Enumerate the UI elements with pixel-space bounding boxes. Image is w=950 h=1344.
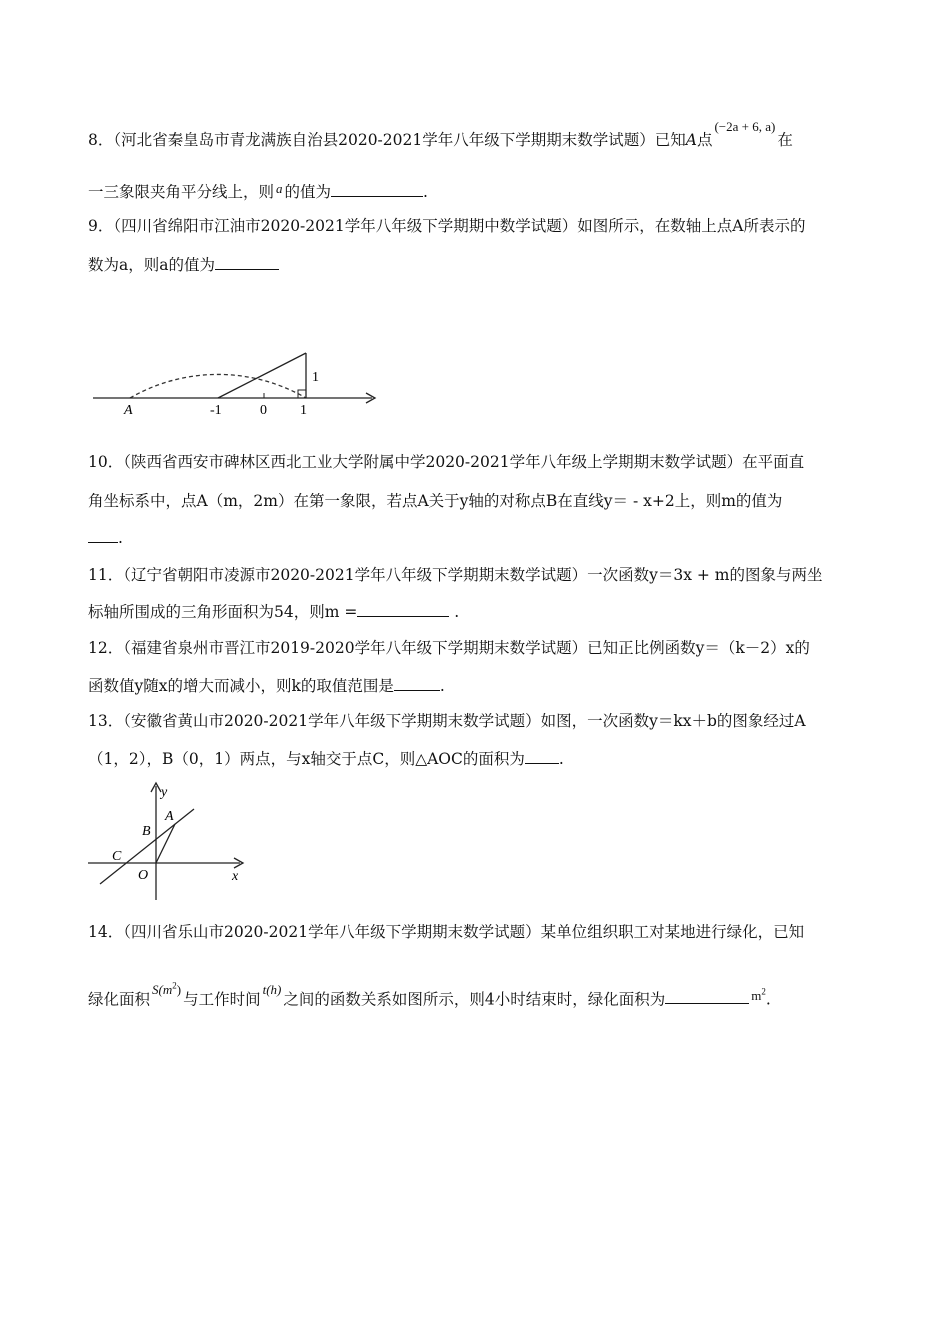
q13-label-O: O — [138, 868, 149, 883]
q13-end: . — [558, 750, 564, 768]
q10-line1: 10．（陕西省西安市碑林区西北工业大学附属中学2020-2021学年八年级上学期期末数学试题）在平面直 — [88, 453, 805, 471]
q12-line2 — [88, 676, 445, 696]
q13-label-A: A — [165, 809, 174, 824]
q8-line1 — [88, 119, 793, 151]
q14-S-sup: 2 — [172, 981, 177, 991]
q13-line1: 13．（安徽省黄山市2020-2021学年八年级下学期期末数学试题）如图，一次函数y＝kx＋b的图象经过A — [88, 712, 806, 730]
q9-label-A: A — [124, 403, 133, 418]
q12-line1: 12．（福建省泉州市晋江市2019-2020学年八年级下学期期末数学试题）已知正比例函数y＝（k－2）x的 — [88, 639, 810, 657]
q8-end: . — [423, 183, 428, 201]
q14-unit-sup: 2 — [761, 987, 766, 997]
q13-label-C: C — [112, 849, 122, 864]
q14-unit — [751, 988, 766, 1003]
q11-line2 — [88, 602, 459, 622]
q9-label-1: 1 — [300, 403, 307, 418]
q13-segment-OA — [156, 824, 175, 863]
q13-label-B: B — [142, 824, 151, 839]
q9-line2-text: 数为a，则a的值为 — [88, 256, 215, 274]
q14-line2-c: 之间的函数关系如图所示，则4小时结束时，绿化面积为 — [283, 990, 666, 1009]
q14-S-var: S(m — [152, 982, 173, 998]
q8-var-a: a — [276, 181, 283, 196]
q14-line2 — [88, 981, 771, 1010]
q9-line2 — [88, 255, 279, 275]
q9-dashed-arc — [130, 374, 306, 398]
q14-line2-b: 与工作时间 — [183, 990, 261, 1009]
q8-line2 — [88, 182, 428, 203]
q14-line1: 14．（四川省乐山市2020-2021学年八年级下学期期末数学试题）某单位组织职工对某地进行绿化，已知 — [88, 923, 805, 941]
q13-line2 — [88, 749, 564, 769]
q11-line1: 11．（辽宁省朝阳市凌源市2020-2021学年八年级下学期期末数学试题）一次函数y＝3x + m的图象与两坐 — [88, 566, 823, 584]
q8-line2-text: 一三象限夹角平分线上，则 — [88, 183, 275, 201]
q14-end: . — [765, 990, 771, 1009]
q10-answer-blank[interactable] — [88, 528, 118, 543]
q9-label-0: 0 — [260, 403, 267, 418]
q10-end: . — [118, 529, 123, 547]
q8-line2-post: 的值为 — [284, 183, 332, 201]
q14-t-expr: t(h) — [262, 982, 282, 998]
q12-line2-text: 函数值y随x的增大而减小，则k的取值范围是 — [88, 677, 394, 695]
q8-dian: 点 — [696, 131, 713, 149]
q11-line2-text: 标轴所围成的三角形面积为54，则m = — [88, 603, 358, 621]
q13-graph-figure — [88, 780, 258, 905]
q10-line2: 角坐标系中，点A（m，2m）在第一象限，若点A关于y轴的对称点B在直线y＝ - x+2上，则m的值为 — [88, 492, 783, 510]
q8-answer-blank[interactable] — [331, 182, 423, 197]
q14-unit-m: m — [751, 988, 762, 1004]
q11-answer-blank[interactable] — [357, 602, 449, 617]
q11-end: . — [454, 603, 460, 621]
q8-point-expr: (−2a + 6, a) — [714, 119, 776, 134]
q8-line1-text: 8．（河北省秦皇岛市青龙满族自治县2020-2021学年八年级下学期期末数学试题）已知 — [88, 131, 686, 149]
q14-answer-blank[interactable] — [665, 989, 749, 1004]
q14-S-close: ) — [176, 982, 182, 998]
q9-answer-blank[interactable] — [215, 255, 279, 270]
q10-line3 — [88, 528, 123, 548]
q12-answer-blank[interactable] — [394, 676, 440, 691]
q9-number-line-figure — [88, 280, 388, 425]
q9-line1: 9．（四川省绵阳市江油市2020-2021学年八年级下学期期中数学试题）如图所示，在数轴上点A所表示的 — [88, 217, 806, 235]
q13-label-x: x — [232, 869, 239, 884]
q13-label-y: y — [161, 785, 168, 800]
q14-S-expr — [152, 982, 181, 997]
q8-zai: 在 — [777, 131, 793, 149]
q13-answer-blank[interactable] — [525, 749, 559, 764]
q9-label-height: 1 — [312, 370, 319, 385]
q12-end: . — [439, 677, 445, 695]
q14-line2-a: 绿化面积 — [88, 990, 151, 1009]
q8-var-A: A — [685, 131, 697, 149]
q9-label-neg1: -1 — [210, 403, 222, 418]
q13-line2-text: （1，2），B（0，1）两点，与x轴交于点C，则△AOC的面积为 — [88, 750, 525, 768]
